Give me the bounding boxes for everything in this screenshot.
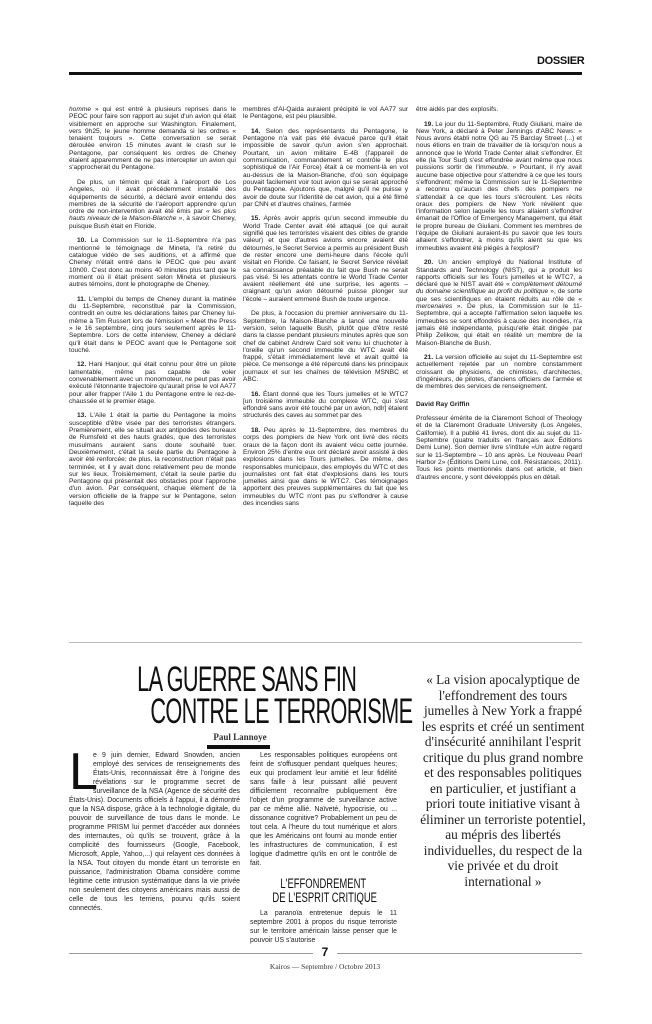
bottom-column-2 xyxy=(250,751,397,945)
lead-text: e 9 juin dernier, Edward Snowden, ancien employé des services de renseignements des États-Unis, reconnaissait être à l'origine des révélations sur le programme secret de surveillance de la NSA (Agence de sécurité des États-Unis). Documents officiels à l'appui, il a démontré que la NSA dispose, grâce à la technologie digitale, du pouvoir de surveillance de tous dans le monde. Le programme PRISM lui permet d'accéder aux données des internautes, où qu'ils se trouvent, grâce à la complicité des fournisseurs (Google, Facebook, Microsoft, Apple, Yahoo,...) qui relayent ces données à la NSA. Tout citoyen du monde étant un terroriste en puissance, l'administration Obama considère comme légitime cette intrusion systématique dans la vie privée non seulement des citoyens américains mais aussi de celle de tous les terriens, pourvu qu'ils soient connectés. xyxy=(69,752,240,912)
paragraph-number: 20. xyxy=(424,259,434,267)
title-text: LA GUERRE SANS FIN xyxy=(137,660,357,699)
subheading-line-1: L'EFFONDREMENT xyxy=(280,876,367,891)
article-paragraph xyxy=(416,259,582,347)
article-column-3 xyxy=(416,106,582,488)
paragraph-text: membres d'Al-Qaida auraient précipité le vol AA77 sur le Pentagone, est peu plausible. xyxy=(243,106,408,121)
italic-text: homme xyxy=(69,106,91,113)
paragraph-text: Étant donné que les Tours jumelles et le WTC7 [un troisième immeuble du complexe WTC, qui s'est effondré sans avoir été touché par un avion, ndlr] étaient structurés des caves au sommet par des xyxy=(243,390,408,420)
paragraph-text: Selon des représentants du Pentagone, le Pentagone n'a vait pas été évacué parce qu'il était impossible de savoir qu'un avion s'en approchait. Pourtant, un avion militaire E-4B (l'appareil de communication, commandement et contrôle le plus sophistiqué de l'Air Force) était à ce moment-là en vol au-dessus de la Maison-Blanche, d'où son équipage pouvait facilement voir tout avion qui se serait approché du Pentagone. Ajoutons que, malgré qu'il ne puisse y avoir de doute sur l'identité de cet avion, qui a été filmé par CNN et d'autres chaînes, l'armée xyxy=(243,127,408,208)
paragraph-text: être aidés par des explosifs. xyxy=(416,106,499,113)
column-3-body xyxy=(416,106,582,391)
paragraph-number: 18. xyxy=(251,427,261,435)
article-paragraph xyxy=(243,310,408,383)
italic-text: mercenaires xyxy=(416,303,453,311)
drop-cap: L xyxy=(69,743,98,801)
article-paragraph xyxy=(69,179,236,230)
article-paragraph xyxy=(69,361,236,405)
paragraph-text: Après avoir appris qu'un second immeuble du World Trade Center avait été attaqué (ce qui aurait signifié que les terroristes visaient des cibles de grande valeur) et que d'autres avions encore avaient été détournés, le Secret Service a permis au président Bush de rester encore une demi-heure dans l'école qu'il visitait en Floride. Ce faisant, le Secret Service révélait sa connaissance préalable du fait que Bush ne serait pas visé. Si les attentats contre le World Trade Center avaient réellement été une surprise, les agents – craignant qu'un avion détourné puisse plonger sur l'école – auraient emmené Bush de toute urgence. xyxy=(243,215,408,303)
article-paragraph xyxy=(243,128,408,208)
article-paragraph xyxy=(69,237,236,288)
page-number: 7 xyxy=(321,945,329,959)
article-paragraph xyxy=(69,106,236,172)
italic-text: meuble. xyxy=(485,164,510,172)
italic-text: complètement détourné du domaine scientifique au profit du politique xyxy=(416,281,582,296)
paragraph-text: ». De plus, la Commission sur le 11-Septembre, qui a accepté l'affirmation selon laquelle les immeubles se sont effondrés à cause des incendies, n'a jamais été indépendante, puisqu'elle était dirigée par Philip Zelikow, qui était en réalité un membre de la Maison-Blanche de Bush. xyxy=(416,303,582,347)
subheading-line-2: DE L'ESPRIT CRITIQUE xyxy=(272,890,377,905)
article-paragraph xyxy=(243,391,408,420)
article-paragraph xyxy=(416,106,582,113)
section-label: DOSSIER xyxy=(537,55,585,67)
paragraph-number: 10. xyxy=(77,237,87,245)
article-paragraph xyxy=(69,296,236,354)
article-paragraph xyxy=(243,215,408,303)
paragraph-text: La Commission sur le 11-Septembre n'a pas mentionné le témoignage de Mineta, l'a retiré du catalogue vidéo de ses auditions, et a affirmé que Cheney n'était entré dans le PEOC que peu avant 10h00. C'est donc au moins 40 minutes plus tard que le moment où il était présent selon Mineta et plusieurs autres témoins, dont le photographe de Cheney. xyxy=(69,237,236,289)
pull-quote: « La vision apocalyptique de l'effondrement des tours jumelles à New York a frappé les esprits et créé un sentiment d'insécurité annihilant l'esprit critique du plus grand nombre et des responsables politiques en particulier, et justifiant a priori toute initiative visant à éliminer un terroriste potentiel, au mépris des libertés individuelles, du respect de la vie privée et du droit international » xyxy=(420,672,586,889)
bottom-column-1 xyxy=(69,743,240,913)
author-underline-bar xyxy=(207,745,270,749)
italic-text: « les plus hauts niveaux de la Maison-Blanche » xyxy=(69,208,236,223)
footer-rule-left xyxy=(69,953,313,954)
paragraph-text: L'Aile 1 était la partie du Pentagone la moins susceptible d'être visée par des terroristes étrangers. Premièrement, elle se situait aux antipodes des bureaux de Rumsfeld et des hauts gradés, que des terroristes musulmans auraient sans doute souhaité tuer. Deuxièmement, c'était la seule partie du Pentagone à avoir été renforcée; de plus, la reconstruction n'était pas terminée, et il y avait donc relativement peu de monde sur les lieux. Troisièmement, c'était la seule partie du Pentagone qui présentait des obstacles pour l'approche d'un avion. Par conséquent, chaque élément de la version officielle de la frappe sur le Pentagone, selon laquelle des xyxy=(69,412,236,508)
paragraph-text: » Pourtant, il n'y avait aucune base objective pour s'attendre à ce que les tours s'effondrent; même la Commission sur le 11-Septembre a reconnu qu'aucun des chefs des pompiers ne s'attendait à ce que les tours s'écroulent. Les récits oraux des pompiers de New York révèlent que l'information selon laquelle les tours allaient s'effondrer émanait de l'Office of Emergency Management, qui était le propre bureau de Giuliani. Comment les membres de l'équipe de Giuliani auraient-ils pu savoir que les tours allaient s'effondrer, à moins qu'ils aient su que les immeubles avaient été piégés à l'explosif? xyxy=(416,164,582,252)
lead-paragraph xyxy=(69,743,240,913)
article-paragraph xyxy=(243,106,408,121)
paragraph-number: 13. xyxy=(77,412,87,420)
paragraph-number: 19. xyxy=(424,120,434,128)
section-divider xyxy=(69,642,582,643)
article-paragraph xyxy=(69,412,236,507)
paragraph-text: De plus, un témoin qui était à l'aéroport de Los Angeles, où il avait précédemment installé des équipements de sécurité, a déclaré avoir entendu des membres de la sécurité de l'aéroport apprendre qu'un ordre de non-intervention avait été émis par xyxy=(69,178,236,216)
paragraph-text: Le jour du 11-Septembre, Rudy Giuliani, maire de New York, a déclaré à Peter Jennings d'ABC News: « Nous avons établi notre QG au 75 Barclay Street (...) et nous étions en train de travailler de là lorsqu'on nous a annoncé que le World Trade Center allait s'effondrer. Et elle (la Tour Sud) s'est effondrée avant même que nous puissions sortir de l'im xyxy=(416,120,582,172)
article-column-2 xyxy=(243,106,408,515)
paragraph-text: La version officielle au sujet du 11-Septembre est actuellement rejetée par un nombre constamment croissant de physiciens, de chimistes, d'architectes, d'ingénieurs, de pilotes, d'anciens officiers de l'armée et de membres des services de renseignement. xyxy=(416,354,582,391)
paragraph-number: 16. xyxy=(251,390,261,398)
article-paragraph xyxy=(416,354,582,390)
subheading xyxy=(250,877,397,905)
paragraph-text: De plus, à l'occasion du premier anniversaire du 11-Septembre, la Maison-Blanche a lancé une nouvelle version, selon laquelle Bush, plutôt que d'être resté dans la classe pendant plusieurs minutes après que son chef de cabinet Andrew Card soit venu lui chuchoter à l'oreille qu'un second immeuble du WTC avait été frappé, s'était immédiatement levé et avait quitté la pièce. Ce mensonge a été répercuté dans les principaux journaux et sur les chaînes de télévision MSNBC et ABC. xyxy=(243,310,408,383)
paragraph-text: Un ancien employé du National Institute of Standards and Technology (NIST), qui a produit les rapports officiels sur les Tours jumelles et le WTC7, a déclaré que le NIST avait été « xyxy=(416,259,582,289)
author-signature: David Ray Griffin xyxy=(416,400,470,408)
paragraph-text: , à savoir Cheney, puisque Bush était en Floride. xyxy=(69,215,236,230)
paragraph-text: Peu après le 11-Septembre, des membres du corps des pompiers de New York ont livré des récits oraux de la façon dont ils avaient vécu cette journée. Environ 25% d'entre eux ont déclaré avoir assisté à des explosions dans les Tours jumelles. De même, des responsables municipaux, des employés du WTC et des journalistes ont fait état d'explosions dans les tours jumelles ainsi que dans le WTC7. Ces témoignages apportent des preuves supplémentaires du fait que les immeubles du WTC n'ont pas pu s'effondrer à cause des incendies sans xyxy=(243,427,408,508)
paragraph-text: » qui est entré à plusieurs reprises dans le PEOC pour faire son rapport au sujet d'un avion qui était visiblement en approche sur Washington. Finalement, vers 9h25, le jeune homme demanda si les ordres « tenaient toujours ». Cette conversation se serait déroulée environ 15 minutes avant le crash sur le Pentagone, par conséquent les ordres de Cheney étaient apparemment de ne pas intercepter un avion qui s'approcherait du Pentagone. xyxy=(69,106,236,172)
article-paragraph xyxy=(416,121,582,252)
article-paragraph xyxy=(243,427,408,507)
article-title-line-2 xyxy=(70,692,413,731)
paragraph: Les responsables politiques européens ont feint de s'offusquer pendant quelques heures; eux qui proclament leur amitié et leur fidélité sans faille à leur puissant allié peuvent difficilement reconnaître publiquement être l'objet d'un programme de surveillance active par ce même allié. Naïveté, hypocrisie, ou ... dissonance cognitive? Probablement un peu de tout cela. A l'heure du tout numérique et alors que les Américains ont fourni au monde entier les infrastructures de communication, il est logique d'admettre qu'ils en ont le contrôle de fait. xyxy=(250,752,397,867)
paragraph-number: 21. xyxy=(424,354,434,362)
paragraph-text: Hani Hanjour, qui était connu pour être un pilote lamentable, même pas capable de voler convenablement avec un monomoteur, ne peut pas avoir exécuté l'étonnante trajectoire qu'aurait prise le vol AA77 pour aller frapper l'Aile 1 du Pentagone entre le rez-de-chaussée et le premier étage. xyxy=(69,361,236,405)
footer-rule-right xyxy=(337,953,582,954)
paragraph-number: 15. xyxy=(251,215,261,223)
article-column-1 xyxy=(69,106,236,515)
paragraph-number: 12. xyxy=(77,361,87,369)
issue-line: Kairos — Septembre / Octobre 2013 xyxy=(269,962,381,971)
paragraph-text: », de sorte que ses scientifiques en étaient réduits au rôle de « xyxy=(416,288,582,303)
paragraph: La paranoïa entretenue depuis le 11 septembre 2001 à propos du risque terroriste sur le territoire américain laisse penser que le pouvoir US s'autorise xyxy=(250,910,397,944)
article-author: Paul Lannoye xyxy=(213,732,267,742)
article-title-line-1 xyxy=(70,660,408,699)
paragraph-text: L'emploi du temps de Cheney durant la matinée du 11-Septembre, reconstitué par la Commission, contredit en outre les déclarations faites par Cheney lui-même à Tim Russert lors de l'émission « Meet the Press » le 16 septembre, cinq jours seulement après le 11-Septembre. Lors de cette interview, Cheney a déclaré qu'il était dans le PEOC avant que le Pentagone soit touché. xyxy=(69,295,236,354)
header-rule xyxy=(69,72,582,75)
author-bio: Professeur émérite de la Claremont School of Theology et de la Claremont Graduate University (Los Angeles, Californie). Il a publié 41 livres, dont dix au sujet du 11-Septembre (quatre traduits en français aux Éditions Demi Lune). Son dernier livre s'intitule «Un autre regard sur le 11-Septembre – 10 ans après. Le Nouveau Pearl Harbor 2» (Éditions Demi Lune, coll. Résistances, 2011). Tous les points mentionnés dans cet article, et bien d'autres encore, y sont développés plus en détail. xyxy=(416,415,582,481)
paragraph-number: 14. xyxy=(251,127,261,135)
title-text: CONTRE LE TERRORISME xyxy=(150,692,413,731)
paragraph-number: 11. xyxy=(77,295,86,303)
